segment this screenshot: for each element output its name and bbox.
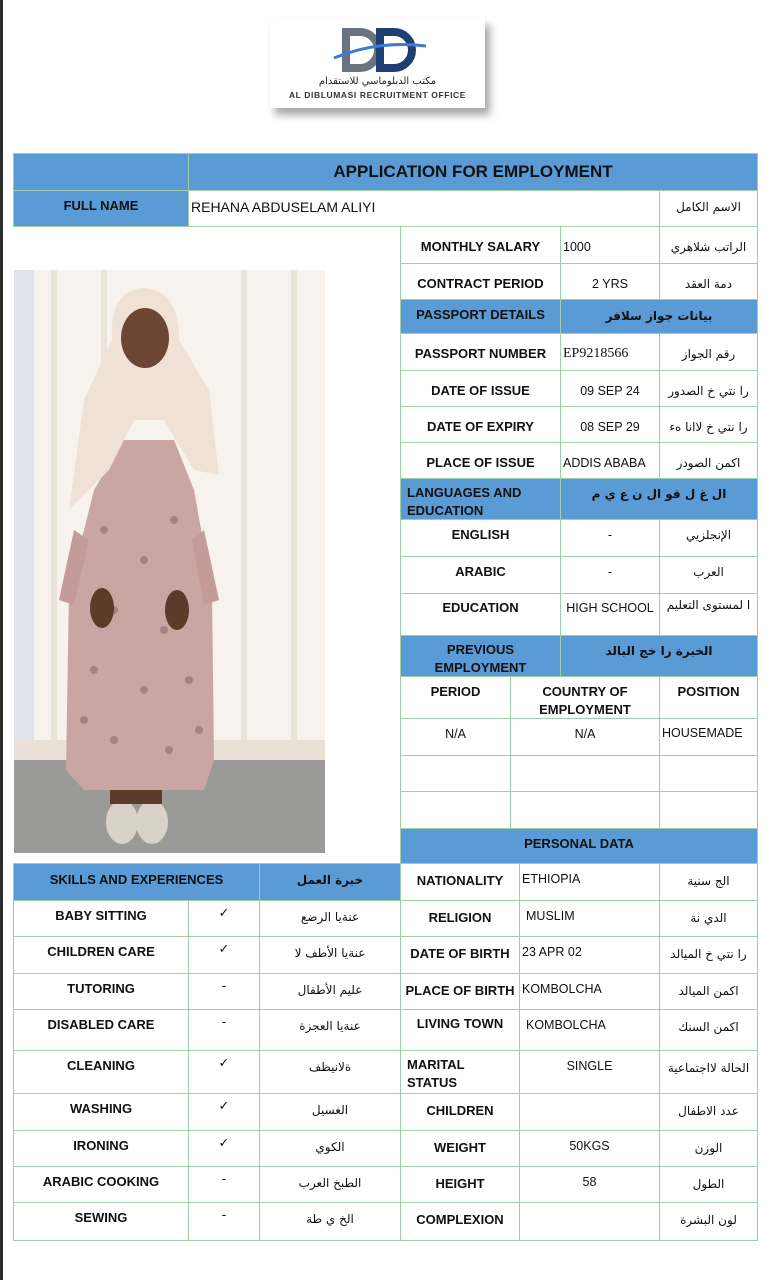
education-arabic: ا لمستوى التعليم — [659, 593, 758, 636]
personal-row-value: 50KGS — [519, 1130, 660, 1167]
full-name-value: REHANA ABDUSELAM ALIYI — [188, 190, 660, 227]
skill-row-arabic: الخ ي طة — [259, 1202, 401, 1241]
applicant-photo — [14, 270, 325, 853]
english-label: ENGLISH — [400, 519, 561, 557]
company-logo — [270, 18, 485, 108]
skills-header: SKILLS AND EXPERIENCES — [13, 863, 260, 901]
col-country-header: COUNTRY OF EMPLOYMENT — [510, 676, 660, 719]
applicant-photo-image — [14, 270, 325, 853]
personal-row-value: KOMBOLCHA — [519, 973, 660, 1010]
place-of-issue-label: PLACE OF ISSUE — [400, 442, 561, 479]
prev-country-value: N/A — [510, 718, 660, 756]
personal-row-value — [519, 1093, 660, 1131]
skill-row-mark: ✓ — [188, 936, 260, 974]
skill-row-label: DISABLED CARE — [13, 1009, 189, 1051]
personal-row-label: RELIGION — [400, 900, 520, 937]
contract-period-label: CONTRACT PERIOD — [400, 263, 561, 300]
personal-row-label: PLACE OF BIRTH — [400, 973, 520, 1010]
full-name-arabic: الاسم الكامل — [659, 190, 758, 227]
skill-row-mark: ✓ — [188, 1050, 260, 1094]
personal-row-value: MUSLIM — [519, 900, 660, 937]
place-of-issue-arabic: اكمن الصودر — [659, 442, 758, 479]
personal-row-label: CHILDREN — [400, 1093, 520, 1131]
personal-row-value: 58 — [519, 1166, 660, 1203]
passport-details-header: PASSPORT DETAILS — [400, 299, 561, 334]
languages-education-header-arabic: ال غ ل قو ال ن ع ي م — [560, 478, 758, 520]
skill-row-mark: ✓ — [188, 1130, 260, 1167]
personal-row-label: LIVING TOWN — [400, 1009, 520, 1051]
arabic-value: - — [560, 556, 660, 594]
personal-row-label: HEIGHT — [400, 1166, 520, 1203]
personal-row-value: SINGLE — [519, 1050, 660, 1094]
date-of-expiry-arabic: را نتي خ لاانا هء — [659, 406, 758, 443]
skill-row-arabic: الطبخ العرب — [259, 1166, 401, 1203]
prev-period-value: N/A — [400, 718, 511, 756]
passport-details-header-arabic: بيانات جواز سلافر — [560, 299, 758, 334]
date-of-expiry-value: 08 SEP 29 — [560, 406, 660, 443]
skill-row-label: CHILDREN CARE — [13, 936, 189, 974]
personal-row-label: WEIGHT — [400, 1130, 520, 1167]
previous-employment-header-arabic: الخبرة را خج البالد — [560, 635, 758, 677]
personal-row-arabic: عدد الاطفال — [659, 1093, 758, 1131]
personal-row-arabic: الوزن — [659, 1130, 758, 1167]
empty-cell — [510, 755, 660, 792]
personal-row-label: NATIONALITY — [400, 863, 520, 901]
skill-row-mark: - — [188, 1166, 260, 1203]
education-label: EDUCATION — [400, 593, 561, 636]
contract-period-value: 2 YRS — [560, 263, 660, 300]
skill-row-arabic: ةلانيظف — [259, 1050, 401, 1094]
skill-row-mark: ✓ — [188, 900, 260, 937]
full-name-label: FULL NAME — [13, 190, 189, 227]
logo-english-name: AL DIBLUMASI RECRUITMENT OFFICE — [288, 90, 467, 100]
personal-row-arabic: الطول — [659, 1166, 758, 1203]
personal-row-arabic: الدي نة — [659, 900, 758, 937]
skill-row-arabic: عليم الأطفال — [259, 973, 401, 1010]
skill-row-label: WASHING — [13, 1093, 189, 1131]
personal-row-value: KOMBOLCHA — [519, 1009, 660, 1051]
skill-row-arabic: الغسيل — [259, 1093, 401, 1131]
personal-row-arabic: الحالة لااجتماعية — [659, 1050, 758, 1094]
personal-row-label: COMPLEXION — [400, 1202, 520, 1241]
col-period-header: PERIOD — [400, 676, 511, 719]
empty-cell — [400, 755, 511, 792]
date-of-expiry-label: DATE OF EXPIRY — [400, 406, 561, 443]
date-of-issue-arabic: را نتي خ الصدور — [659, 370, 758, 407]
skill-row-label: BABY SITTING — [13, 900, 189, 937]
empty-cell — [659, 755, 758, 792]
skill-row-arabic: عنةيا الأطف لا — [259, 936, 401, 974]
skill-row-label: IRONING — [13, 1130, 189, 1167]
skill-row-mark: - — [188, 1202, 260, 1241]
arabic-arabic: العرب — [659, 556, 758, 594]
personal-row-value: ETHIOPIA — [519, 863, 660, 901]
monthly-salary-value: 1000 — [560, 226, 660, 264]
skill-row-arabic: عنةيا العجزة — [259, 1009, 401, 1051]
monthly-salary-label: MONTHLY SALARY — [400, 226, 561, 264]
personal-row-arabic: اكمن الميالد — [659, 973, 758, 1010]
personal-row-label: DATE OF BIRTH — [400, 936, 520, 974]
empty-cell — [659, 791, 758, 829]
date-of-issue-label: DATE OF ISSUE — [400, 370, 561, 407]
skill-row-label: ARABIC COOKING — [13, 1166, 189, 1203]
place-of-issue-value: ADDIS ABABA — [560, 442, 660, 479]
personal-row-arabic: را نتي خ الميالد — [659, 936, 758, 974]
skill-row-arabic: عنةيا الرضع — [259, 900, 401, 937]
personal-row-arabic: الج سنية — [659, 863, 758, 901]
monthly-salary-arabic: الراتب شلاهري — [659, 226, 758, 264]
english-arabic: الإنجلزيي — [659, 519, 758, 557]
personal-data-header: PERSONAL DATA — [400, 828, 758, 864]
personal-row-label: MARITAL STATUS — [400, 1050, 520, 1094]
empty-cell — [400, 791, 511, 829]
passport-number-arabic: رقم الجواز — [659, 333, 758, 371]
passport-number-label: PASSPORT NUMBER — [400, 333, 561, 371]
skill-row-arabic: الكوي — [259, 1130, 401, 1167]
skill-row-mark: - — [188, 973, 260, 1010]
education-value: HIGH SCHOOL — [560, 593, 660, 636]
arabic-label: ARABIC — [400, 556, 561, 594]
title-left-cell — [13, 153, 189, 191]
previous-employment-header: PREVIOUS EMPLOYMENT — [400, 635, 561, 677]
personal-row-arabic: اكمن السنك — [659, 1009, 758, 1051]
english-value: - — [560, 519, 660, 557]
personal-row-arabic: لون البشرة — [659, 1202, 758, 1241]
empty-cell — [510, 791, 660, 829]
skill-row-label: TUTORING — [13, 973, 189, 1010]
skill-row-label: CLEANING — [13, 1050, 189, 1094]
logo-arabic-name: مكتب الدبلوماسي للاستقدام — [318, 76, 437, 87]
col-position-header: POSITION — [659, 676, 758, 719]
personal-row-value: 23 APR 02 — [519, 936, 660, 974]
prev-position-value: HOUSEMADE — [659, 718, 758, 756]
form-title: APPLICATION FOR EMPLOYMENT — [188, 153, 758, 191]
date-of-issue-value: 09 SEP 24 — [560, 370, 660, 407]
passport-number-value: EP9218566 — [560, 333, 660, 371]
contract-period-arabic: دمة العقد — [659, 263, 758, 300]
left-edge-bar — [0, 0, 3, 1280]
skills-header-arabic: خبرة العمل — [259, 863, 401, 901]
skill-row-mark: - — [188, 1009, 260, 1051]
languages-education-header: LANGUAGES AND EDUCATION — [400, 478, 561, 520]
personal-row-value — [519, 1202, 660, 1241]
skill-row-label: SEWING — [13, 1202, 189, 1241]
logo-emblem-icon — [328, 28, 428, 72]
skill-row-mark: ✓ — [188, 1093, 260, 1131]
